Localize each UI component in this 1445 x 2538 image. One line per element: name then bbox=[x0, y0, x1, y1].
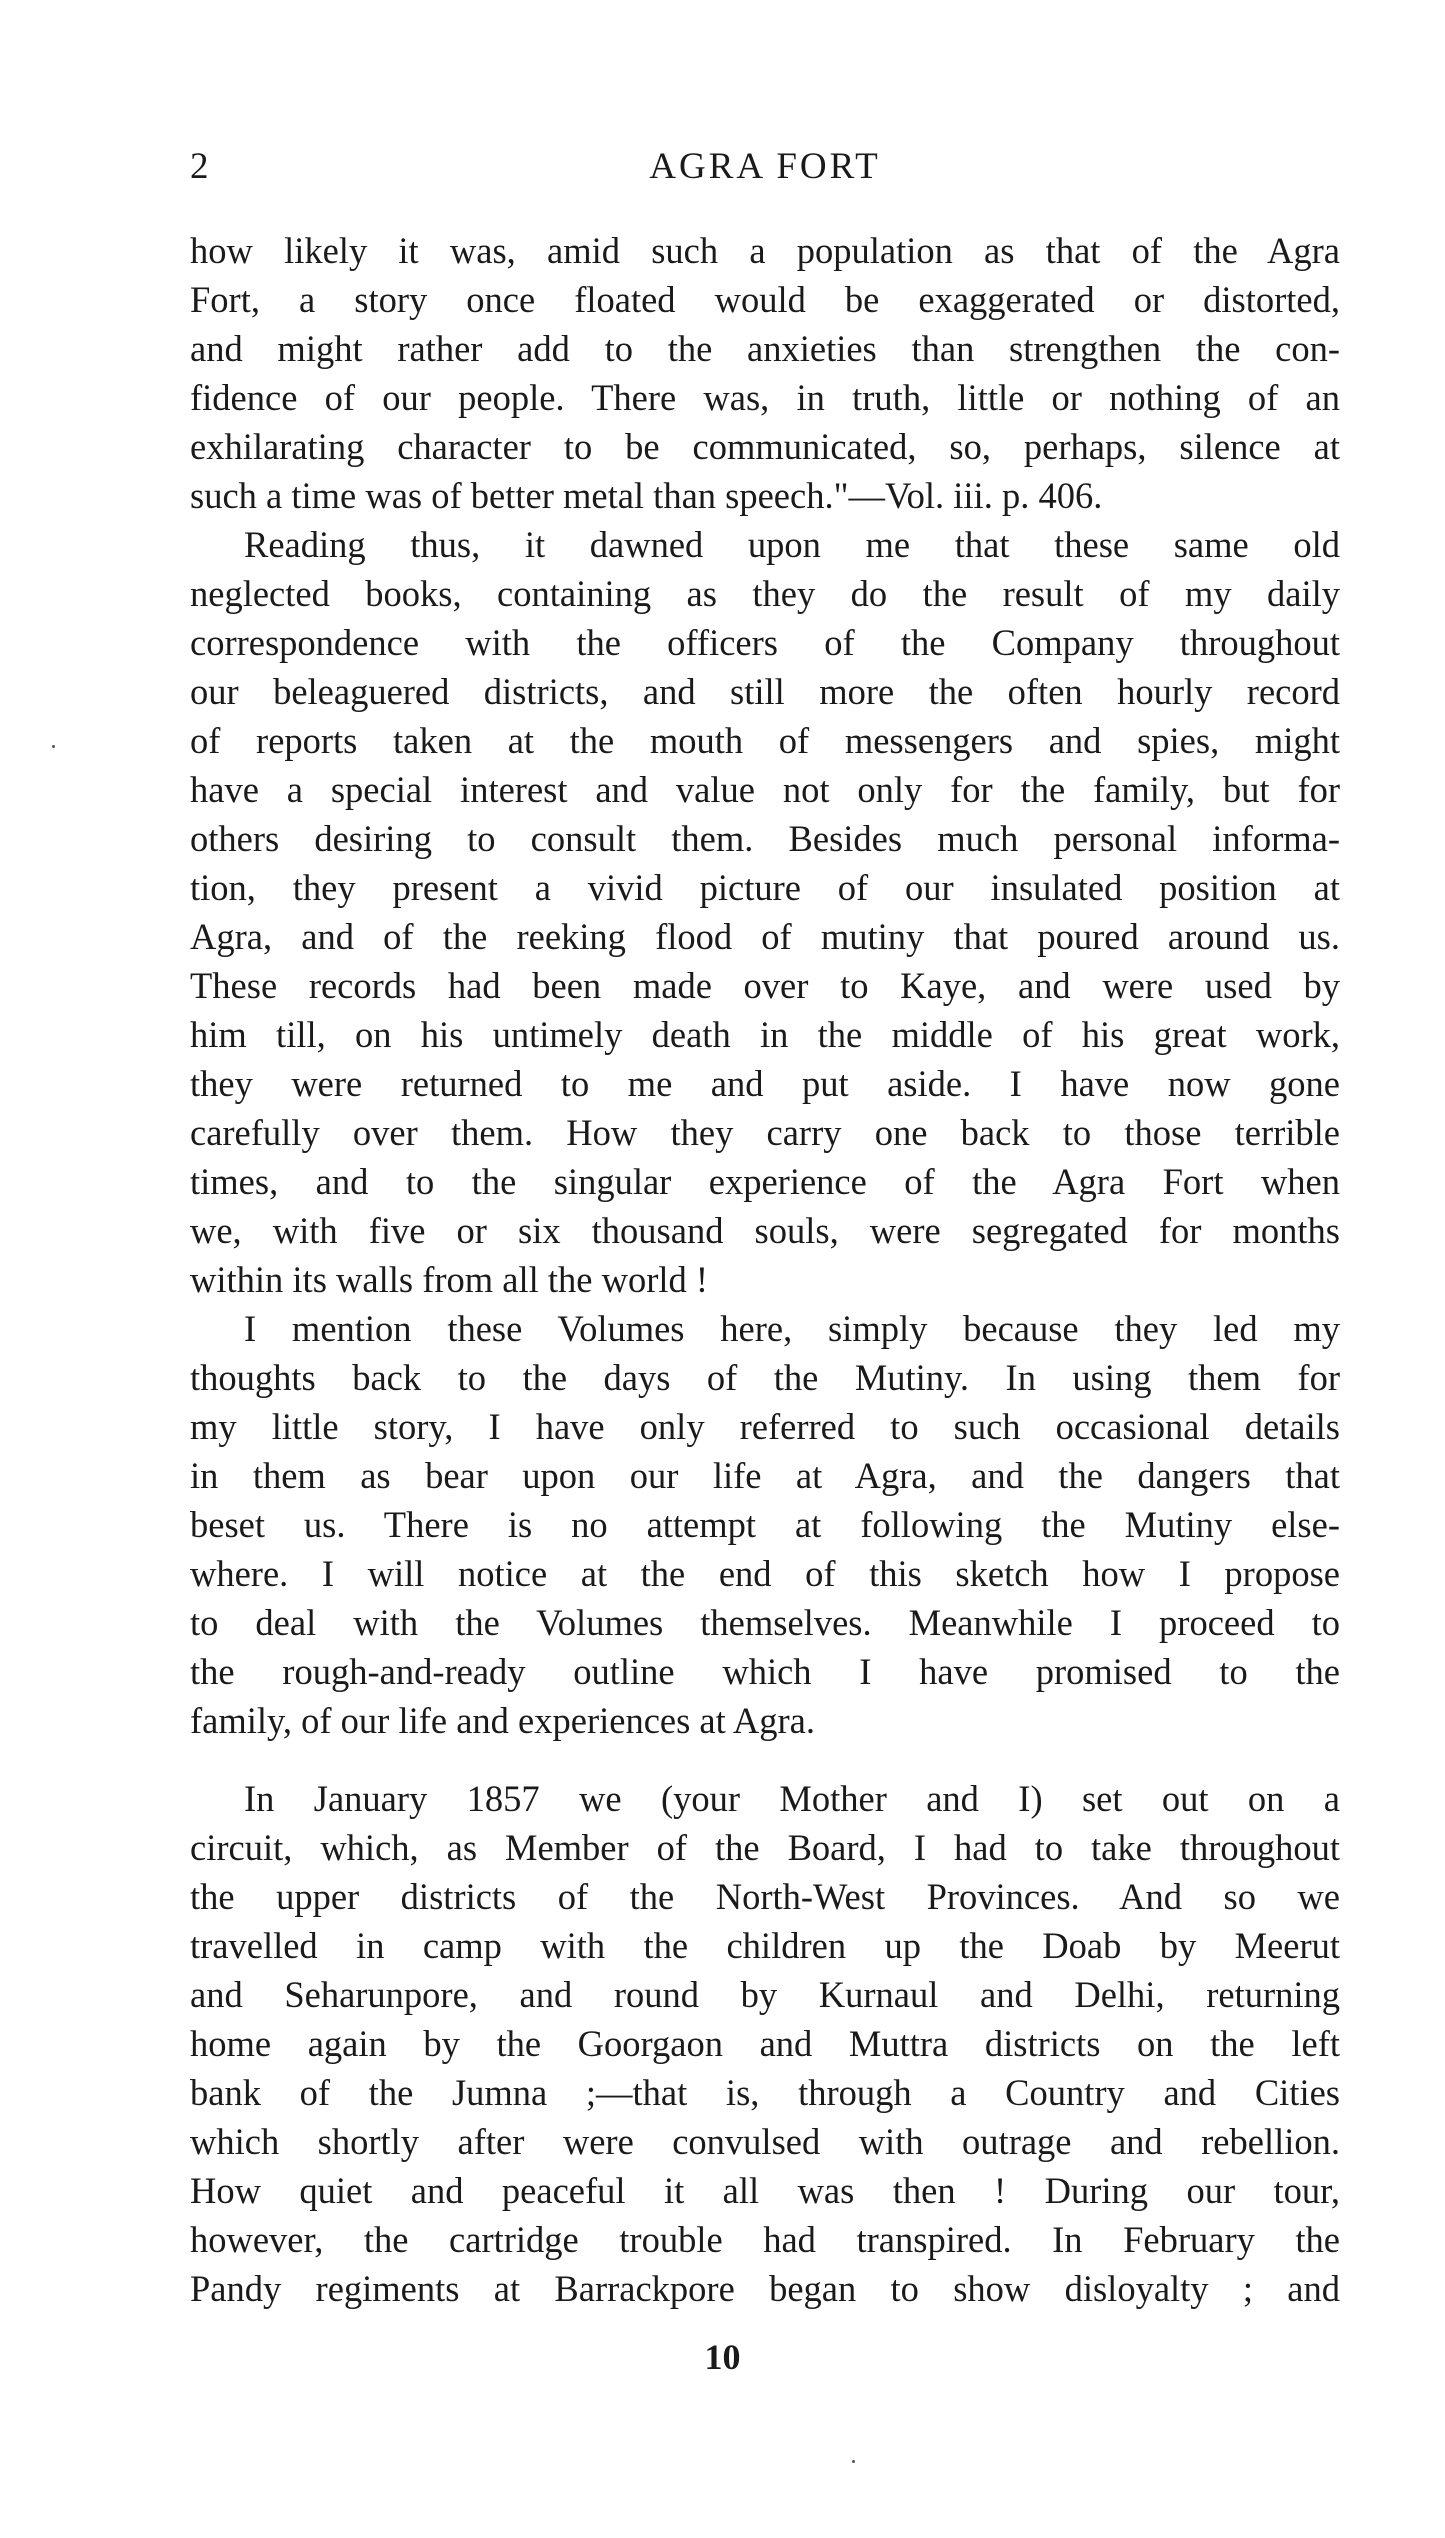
text-line: such a time was of better metal than speech."—Vol. iii. p. 406. bbox=[190, 475, 1103, 516]
text-line: in them as bear upon our life at Agra, and the dangers that bbox=[190, 1455, 1340, 1496]
text-line: In January 1857 we (your Mother and I) set out on a bbox=[244, 1778, 1340, 1819]
text-line: our beleaguered districts, and still more the often hourly record bbox=[190, 671, 1340, 712]
text-line: to deal with the Volumes themselves. Meanwhile I proceed to bbox=[190, 1602, 1340, 1643]
text-line: within its walls from all the world ! bbox=[190, 1259, 709, 1300]
text-line: the rough-and-ready outline which I have promised to the bbox=[190, 1651, 1340, 1692]
text-line: which shortly after were convulsed with outrage and rebellion. bbox=[190, 2121, 1340, 2162]
running-head bbox=[190, 142, 1340, 192]
text-line: the upper districts of the North-West Provinces. And so we bbox=[190, 1876, 1340, 1917]
running-title: AGRA FORT bbox=[649, 146, 881, 187]
paragraph-mention-volumes bbox=[190, 1304, 1340, 1745]
paper-speck bbox=[52, 745, 55, 748]
text-line: circuit, which, as Member of the Board, I had to take throughout bbox=[190, 1827, 1340, 1868]
text-line: him till, on his untimely death in the middle of his great work, bbox=[190, 1014, 1340, 1055]
text-line: we, with five or six thousand souls, were segregated for months bbox=[190, 1210, 1340, 1251]
text-line: thoughts back to the days of the Mutiny. In using them for bbox=[190, 1357, 1340, 1398]
text-line: How quiet and peaceful it all was then ! During our tour, bbox=[190, 2170, 1340, 2211]
paragraph-january-1857 bbox=[190, 1774, 1340, 2313]
text-line: beset us. There is no attempt at following the Mutiny else- bbox=[190, 1504, 1340, 1545]
text-line: I mention these Volumes here, simply because they led my bbox=[244, 1308, 1340, 1349]
paragraph-quote-continuation bbox=[190, 226, 1340, 520]
text-line: bank of the Jumna ;—that is, through a Country and Cities bbox=[190, 2072, 1340, 2113]
text-line: however, the cartridge trouble had transpired. In February the bbox=[190, 2219, 1340, 2260]
text-line: they were returned to me and put aside. I have now gone bbox=[190, 1063, 1340, 1104]
text-line: how likely it was, amid such a population as that of the Agra bbox=[190, 230, 1340, 271]
text-line: Agra, and of the reeking flood of mutiny that poured around us. bbox=[190, 916, 1340, 957]
text-line: have a special interest and value not only for the family, but for bbox=[190, 769, 1340, 810]
text-line: Fort, a story once floated would be exaggerated or distorted, bbox=[190, 279, 1340, 320]
paper-speck bbox=[852, 2460, 855, 2463]
text-line: my little story, I have only referred to such occasional details bbox=[190, 1406, 1340, 1447]
text-line: where. I will notice at the end of this sketch how I propose bbox=[190, 1553, 1340, 1594]
text-line: carefully over them. How they carry one back to those terrible bbox=[190, 1112, 1340, 1153]
signature-mark: 10 bbox=[704, 2337, 741, 2377]
paragraph-reading-thus bbox=[190, 520, 1340, 1304]
text-line: family, of our life and experiences at Agra. bbox=[190, 1700, 815, 1741]
text-line: Pandy regiments at Barrackpore began to show disloyalty ; and bbox=[190, 2268, 1340, 2309]
text-line: travelled in camp with the children up the Doab by Meerut bbox=[190, 1925, 1340, 1966]
page-number: 2 bbox=[190, 146, 209, 187]
text-line: times, and to the singular experience of the Agra Fort when bbox=[190, 1161, 1340, 1202]
text-line: and might rather add to the anxieties than strengthen the con- bbox=[190, 328, 1340, 369]
text-line: others desiring to consult them. Besides much personal informa- bbox=[190, 818, 1340, 859]
text-line: Reading thus, it dawned upon me that these same old bbox=[244, 524, 1340, 565]
text-line: and Seharunpore, and round by Kurnaul and Delhi, returning bbox=[190, 1974, 1340, 2015]
text-line: tion, they present a vivid picture of our insulated position at bbox=[190, 867, 1340, 908]
text-line: neglected books, containing as they do the result of my daily bbox=[190, 573, 1340, 614]
text-line: exhilarating character to be communicated, so, perhaps, silence at bbox=[190, 426, 1340, 467]
text-line: These records had been made over to Kaye, and were used by bbox=[190, 965, 1340, 1006]
text-line: of reports taken at the mouth of messengers and spies, might bbox=[190, 720, 1340, 761]
text-line: home again by the Goorgaon and Muttra districts on the left bbox=[190, 2023, 1340, 2064]
text-line: fidence of our people. There was, in truth, little or nothing of an bbox=[190, 377, 1340, 418]
text-line: correspondence with the officers of the Company throughout bbox=[190, 622, 1340, 663]
